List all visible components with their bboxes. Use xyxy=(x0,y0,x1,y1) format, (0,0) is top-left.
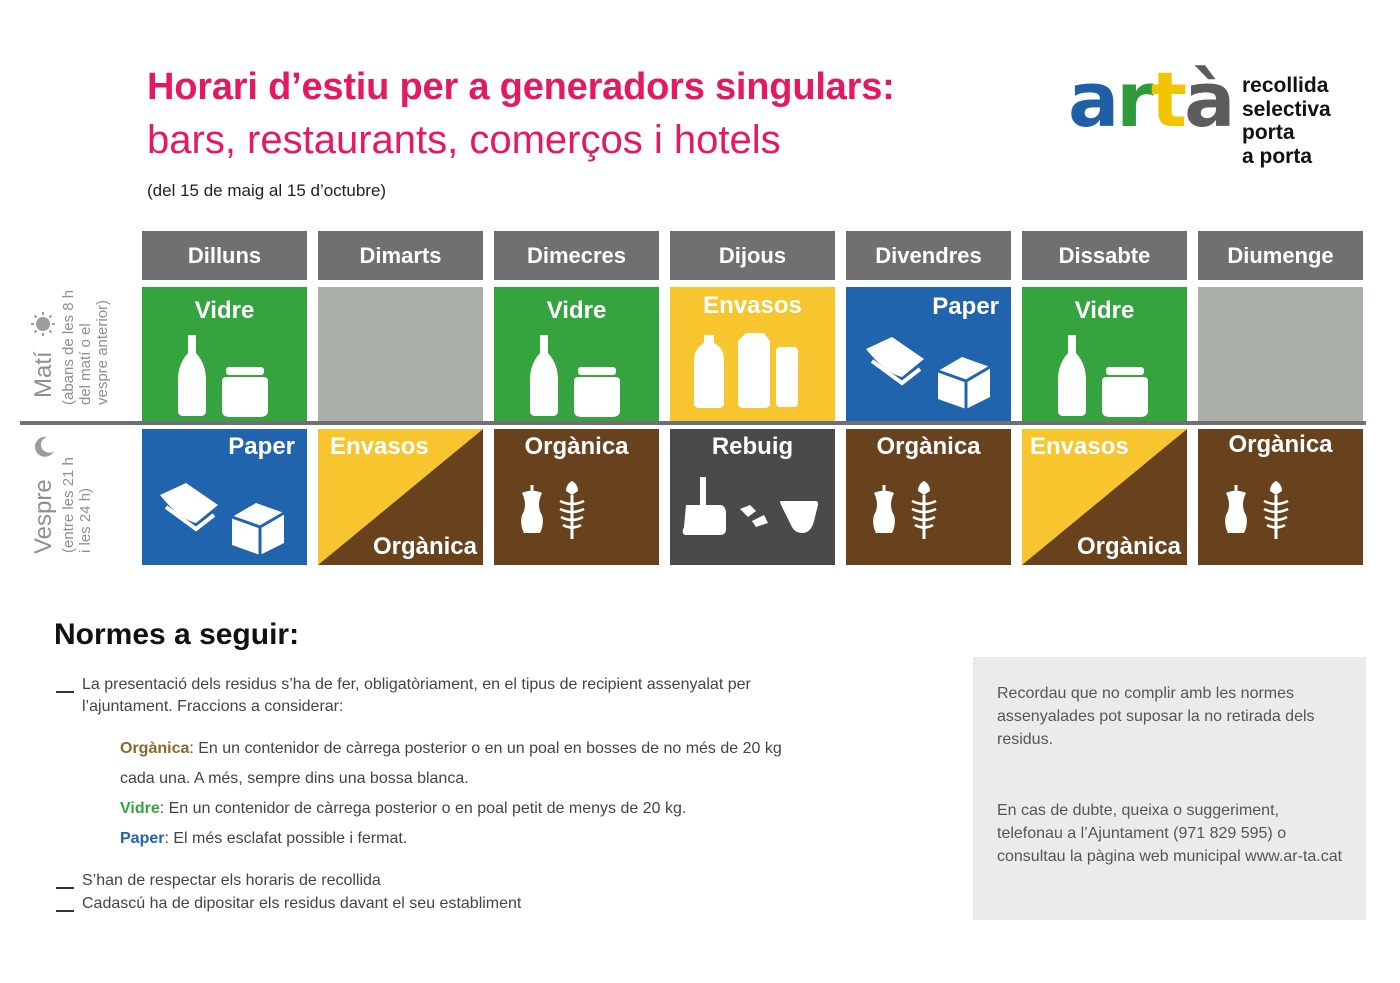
fraction-organica xyxy=(120,734,782,794)
arta-logo xyxy=(1068,55,1368,172)
evening-sublabel xyxy=(60,457,94,553)
dash-bullet xyxy=(56,887,74,889)
day-header-dilluns: Dilluns xyxy=(142,231,307,280)
moon-icon xyxy=(32,435,56,459)
paper-cardboard-icon xyxy=(156,473,286,557)
rule-text: S’han de respectar els horaris de recollida xyxy=(82,872,381,889)
note-paragraph: En cas de dubte, queixa o suggeriment, telefonau a l’Ajuntament (971 829 595) o consultau la pàgina web municipal www.ar-ta.cat xyxy=(997,802,1343,865)
morning-cell-dilluns xyxy=(142,287,307,421)
day-header-dijous: Dijous xyxy=(670,231,835,280)
cell-label-bottom: Orgànica xyxy=(372,533,477,560)
morning-sublabel-line: del matí o el xyxy=(77,323,94,405)
logo-letter-a-accent: à xyxy=(1184,55,1233,144)
evening-cell-dissabte-split xyxy=(1022,429,1187,565)
cell-label: Orgànica xyxy=(876,433,981,460)
rule-item xyxy=(56,870,381,892)
evening-cell-dilluns xyxy=(142,429,307,565)
organic-waste-icon xyxy=(518,481,598,541)
cell-label: Orgànica xyxy=(524,433,629,460)
logo-tagline-line: a porta xyxy=(1242,144,1313,168)
logo-tagline-line: recollida xyxy=(1242,74,1329,97)
evening-sublabel-line: i les 24 h) xyxy=(77,487,94,553)
paper-cardboard-icon xyxy=(862,327,992,409)
logo-wordmark xyxy=(1068,55,1233,144)
day-header-dimecres: Dimecres xyxy=(494,231,659,280)
logo-tagline-line: porta xyxy=(1242,121,1295,144)
morning-cell-diumenge-empty xyxy=(1198,287,1363,421)
page-title: Horari d’estiu per a generadors singulars: xyxy=(147,66,895,108)
note-paragraph: Recordau que no complir amb les normes assenyalades pot suposar la no retirada dels residus. xyxy=(997,685,1315,748)
page-subtitle: bars, restaurants, comerços i hotels xyxy=(147,118,781,162)
fraction-name: Orgànica xyxy=(120,740,190,757)
logo-tagline xyxy=(1242,74,1331,168)
rest-waste-icon xyxy=(682,475,822,537)
evening-label: Vespre xyxy=(30,479,57,554)
morning-cell-dissabte xyxy=(1022,287,1187,421)
morning-cell-dimarts-empty xyxy=(318,287,483,421)
morning-label: Matí xyxy=(30,351,57,398)
day-header-divendres: Divendres xyxy=(846,231,1011,280)
organic-waste-icon xyxy=(1222,481,1302,541)
sun-icon xyxy=(30,311,56,337)
morning-sublabel xyxy=(60,290,111,405)
glass-bottle-jar-icon xyxy=(178,335,274,417)
evening-cell-dijous xyxy=(670,429,835,565)
cell-label-bottom: Orgànica xyxy=(1076,533,1181,560)
morning-cell-dimecres xyxy=(494,287,659,421)
logo-letter-r: r xyxy=(1116,55,1151,144)
rule-text xyxy=(82,674,751,718)
glass-bottle-jar-icon xyxy=(1058,335,1154,417)
dash-bullet xyxy=(56,691,74,693)
organic-waste-icon xyxy=(870,481,950,541)
logo-tagline-line: selectiva xyxy=(1242,97,1331,121)
fraction-text: : En un contenidor de càrrega posterior o en poal petit de menys de 20 kg. xyxy=(159,800,687,817)
date-range: (del 15 de maig al 15 d’octubre) xyxy=(147,181,387,200)
fraction-paper xyxy=(120,824,407,854)
day-header-dimarts: Dimarts xyxy=(318,231,483,280)
cell-label: Vidre xyxy=(194,297,255,324)
row-divider xyxy=(20,421,1366,425)
day-header-dissabte: Dissabte xyxy=(1022,231,1187,280)
rule-line: l’ajuntament. Fraccions a considerar: xyxy=(82,698,344,715)
cell-label: Vidre xyxy=(1074,297,1135,324)
cell-label: Paper xyxy=(932,293,999,320)
normes-heading: Normes a seguir: xyxy=(54,618,300,651)
evening-sublabel-line: (entre les 21 h xyxy=(60,457,77,553)
morning-cell-dijous xyxy=(670,287,835,421)
evening-cell-dimecres xyxy=(494,429,659,565)
fraction-text: : El més esclafat possible i fermat. xyxy=(164,830,408,847)
morning-sublabel-line: (abans de les 8 h xyxy=(60,289,77,405)
rule-item xyxy=(56,893,521,915)
rule-line: La presentació dels residus s’ha de fer, obligatòriament, en el tipus de recipient assenyalat per xyxy=(82,676,751,693)
evening-cell-diumenge xyxy=(1198,429,1363,565)
fraction-name: Paper xyxy=(120,830,165,847)
rule-item xyxy=(56,674,751,718)
fraction-vidre xyxy=(120,794,686,824)
dash-bullet xyxy=(56,910,74,912)
morning-sublabel-line: vespre anterior) xyxy=(94,299,111,405)
cell-label: Paper xyxy=(228,433,295,460)
evening-cell-divendres xyxy=(846,429,1011,565)
cell-label: Vidre xyxy=(546,297,607,324)
cell-label: Envasos xyxy=(703,292,802,319)
evening-cell-dimarts-split xyxy=(318,429,483,565)
fraction-text: : En un contenidor de càrrega posterior o en un poal en bosses de no més de 20 kg xyxy=(189,740,782,757)
logo-letter-a: a xyxy=(1068,55,1117,144)
rule-text: Cadascú ha de dipositar els residus davant el seu establiment xyxy=(82,895,522,912)
day-header-diumenge: Diumenge xyxy=(1198,231,1363,280)
cell-label: Rebuig xyxy=(711,433,794,460)
fraction-name: Vidre xyxy=(120,800,160,817)
cell-label: Orgànica xyxy=(1228,431,1333,458)
glass-bottle-jar-icon xyxy=(530,335,626,417)
info-note-box xyxy=(973,657,1366,920)
cell-label-top: Envasos xyxy=(330,433,429,460)
packaging-containers-icon xyxy=(694,331,806,409)
fraction-text: cada una. A més, sempre dins una bossa blanca. xyxy=(120,770,469,787)
morning-cell-divendres xyxy=(846,287,1011,421)
logo-letter-t: t xyxy=(1150,55,1185,144)
cell-label-top: Envasos xyxy=(1030,433,1129,460)
